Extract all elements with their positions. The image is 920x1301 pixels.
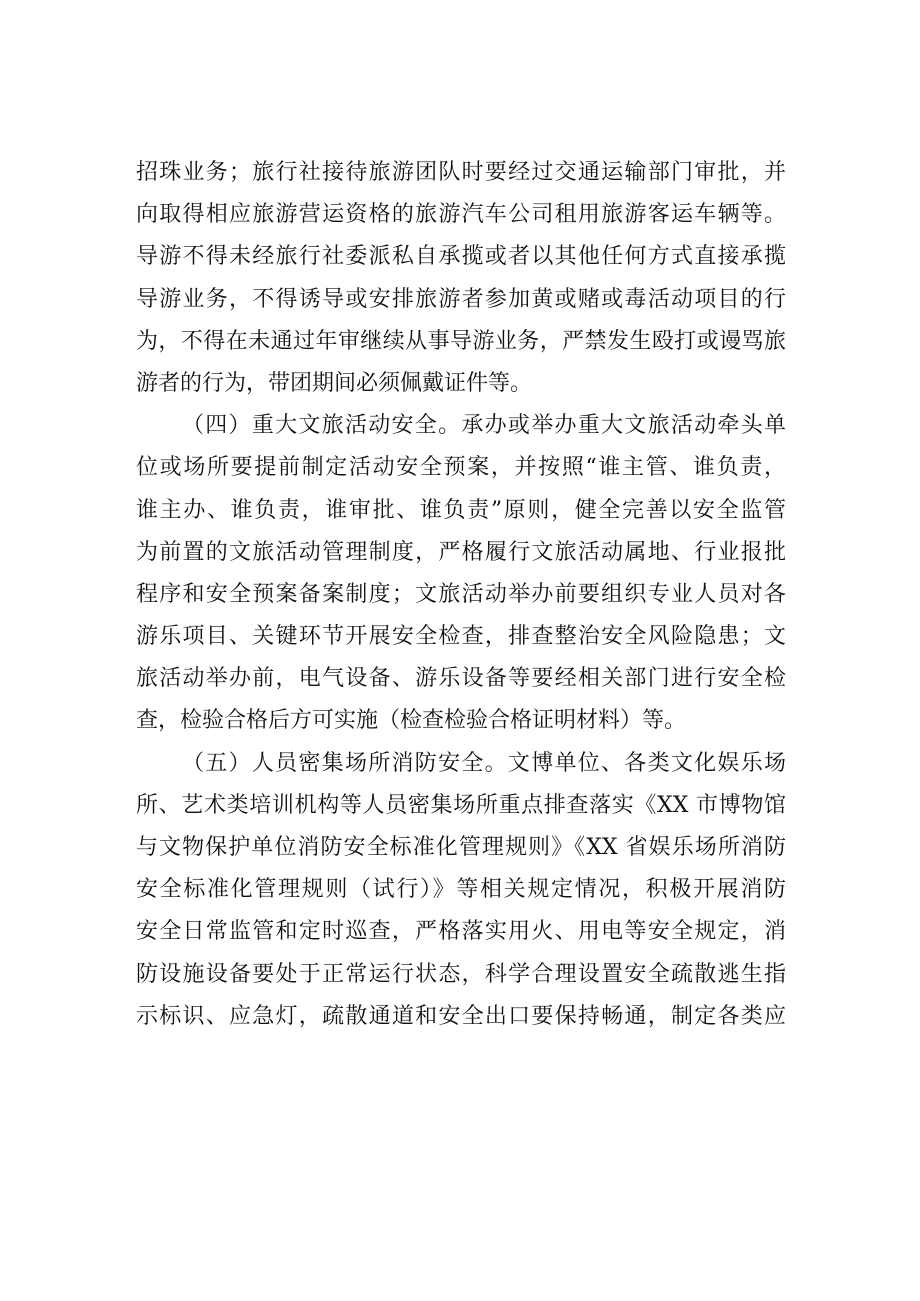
paragraph-heading-line: （五）人员密集场所消防安全。文博单位、各类文化娱乐场 xyxy=(182,750,786,776)
text-line: 招珠业务；旅行社接待旅游团队时要经过交通运输部门审批，并 xyxy=(136,160,786,185)
text-line: 安全日常监管和定时巡查，严格落实用火、用电等安全规定，消 xyxy=(136,919,786,945)
text-line: 导游业务，不得诱导或安排旅游者参加黄或赌或毒活动项目的行 xyxy=(136,286,786,312)
text-line: 位或场所要提前制定活动安全预案，并按照“谁主管、谁负责， xyxy=(136,455,786,481)
text-line: 所、艺术类培训机构等人员密集场所重点排查落实《XX 市博物馆 xyxy=(136,792,786,818)
text-line: 向取得相应旅游营运资格的旅游汽车公司租用旅游客运车辆等。 xyxy=(136,202,786,228)
text-line: 程序和安全预案备案制度；文旅活动举办前要组织专业人员对各 xyxy=(136,581,786,607)
text-line: 谁主办、谁负责，谁审批、谁负责”原则，健全完善以安全监管 xyxy=(136,497,786,523)
text-line: 旅活动举办前，电气设备、游乐设备等要经相关部门进行安全检 xyxy=(136,666,786,692)
paragraph-heading-line: （四）重大文旅活动安全。承办或举办重大文旅活动牵头单 xyxy=(182,413,786,439)
text-line: 示标识、应急灯，疏散通道和安全出口要保持畅通，制定各类应 xyxy=(136,1003,786,1029)
text-line: 与文物保护单位消防安全标准化管理规则》《XX 省娱乐场所消防 xyxy=(136,835,786,860)
text-line: 为，不得在未通过年审继续从事导游业务，严禁发生殴打或谩骂旅 xyxy=(136,328,786,354)
text-line: 为前置的文旅活动管理制度，严格履行文旅活动属地、行业报批 xyxy=(136,539,786,565)
text-line: 游者的行为，带团期间必须佩戴证件等。 xyxy=(136,370,533,396)
text-line: 安全标准化管理规则（试行）》等相关规定情况，积极开展消防 xyxy=(136,877,786,903)
text-line: 查，检验合格后方可实施（检查检验合格证明材料）等。 xyxy=(136,708,687,734)
text-line: 游乐项目、关键环节开展安全检查，排查整治安全风险隐患；文 xyxy=(136,624,786,650)
document-body xyxy=(136,152,786,1038)
text-line: 导游不得未经旅行社委派私自承揽或者以其他任何方式直接承揽 xyxy=(136,244,786,270)
text-line: 防设施设备要处于正常运行状态，科学合理设置安全疏散逃生指 xyxy=(136,961,786,987)
